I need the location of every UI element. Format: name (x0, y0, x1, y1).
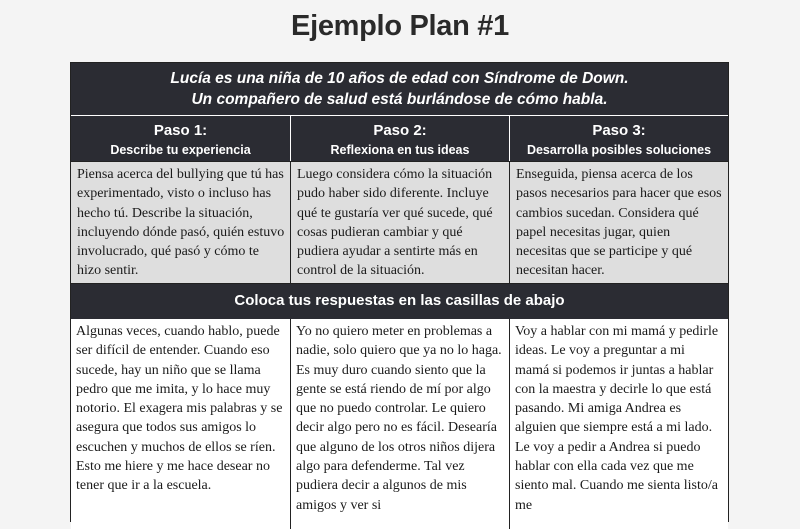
step-number: Paso 3: (592, 122, 646, 139)
step-header-3 (509, 115, 728, 161)
answer-box-3[interactable]: Voy a hablar con mi mamá y pedirle ideas. Le voy a preguntar a mi mamá si podemos ir juntas a hablar con la maestra y decirle lo que está pasando. Mi amiga Andrea es alguien que siempre está a mi lado. Le voy a pedir a Andrea si puedo hablar con ella cada vez que me siento mal. Cuando me sienta listo/a me (509, 319, 728, 529)
step-header-1 (71, 115, 290, 161)
answers-instruction-bar: Coloca tus respuestas en las casillas de abajo (71, 283, 728, 319)
step-prompt-3: Enseguida, piensa acerca de los pasos necesarios para hacer que esos cambios sucedan. Considera qué papel necesitas jugar, quien necesitas que se participe y qué necesitan hacer. (509, 161, 728, 283)
step-header-2 (290, 115, 509, 161)
page-title: Ejemplo Plan #1 (291, 10, 509, 42)
scenario-line-2: Un compañero de salud está burlándose de cómo habla. (191, 91, 608, 108)
steps-header-row (71, 115, 728, 161)
prompts-row (71, 161, 728, 283)
step-subtitle: Describe tu experiencia (110, 143, 251, 157)
step-number: Paso 1: (153, 122, 208, 139)
plan-worksheet (70, 62, 729, 522)
step-prompt-2: Luego considera cómo la situación pudo haber sido diferente. Incluye qué te gustaría ver qué sucede, qué cosas pudieran cambiar y qué pudiera ayudar a sentirte más en control de la situación. (290, 161, 509, 283)
step-prompt-1: Piensa acerca del bullying que tú has experimentado, visto o incluso has hecho tú. Describe la situación, incluyendo dónde pasó, quién estuvo involucrado, qué pasó y cómo te hizo sentir. (71, 161, 290, 283)
step-subtitle: Desarrolla posibles soluciones (526, 143, 712, 157)
scenario-line-1: Lucía es una niña de 10 años de edad con Síndrome de Down. (170, 70, 629, 87)
answer-box-1[interactable]: Algunas veces, cuando hablo, puede ser difícil de entender. Cuando eso sucede, hay un niño que se llama pedro que me imita, y lo hace muy notorio. El exagera mis palabras y se asegura que todos sus amigos lo escuchen y muchos de ellos se ríen. Esto me hiere y me hace desear no tener que ir a la escuela. (71, 319, 290, 529)
answer-box-2[interactable]: Yo no quiero meter en problemas a nadie, solo quiero que ya no lo haga. Es muy duro cuando siento que la gente se está riendo de mí por algo que no puedo controlar. Le quiero decir algo pero no es fácil. Desearía que alguno de los otros niños dijera algo para defenderme. Tal vez pudiera decir a algunos de mis amigos y ver si (290, 319, 509, 529)
answers-row (71, 319, 728, 529)
scenario-banner (71, 63, 728, 115)
step-subtitle: Reflexiona en tus ideas (330, 143, 470, 157)
step-number: Paso 2: (373, 122, 427, 139)
